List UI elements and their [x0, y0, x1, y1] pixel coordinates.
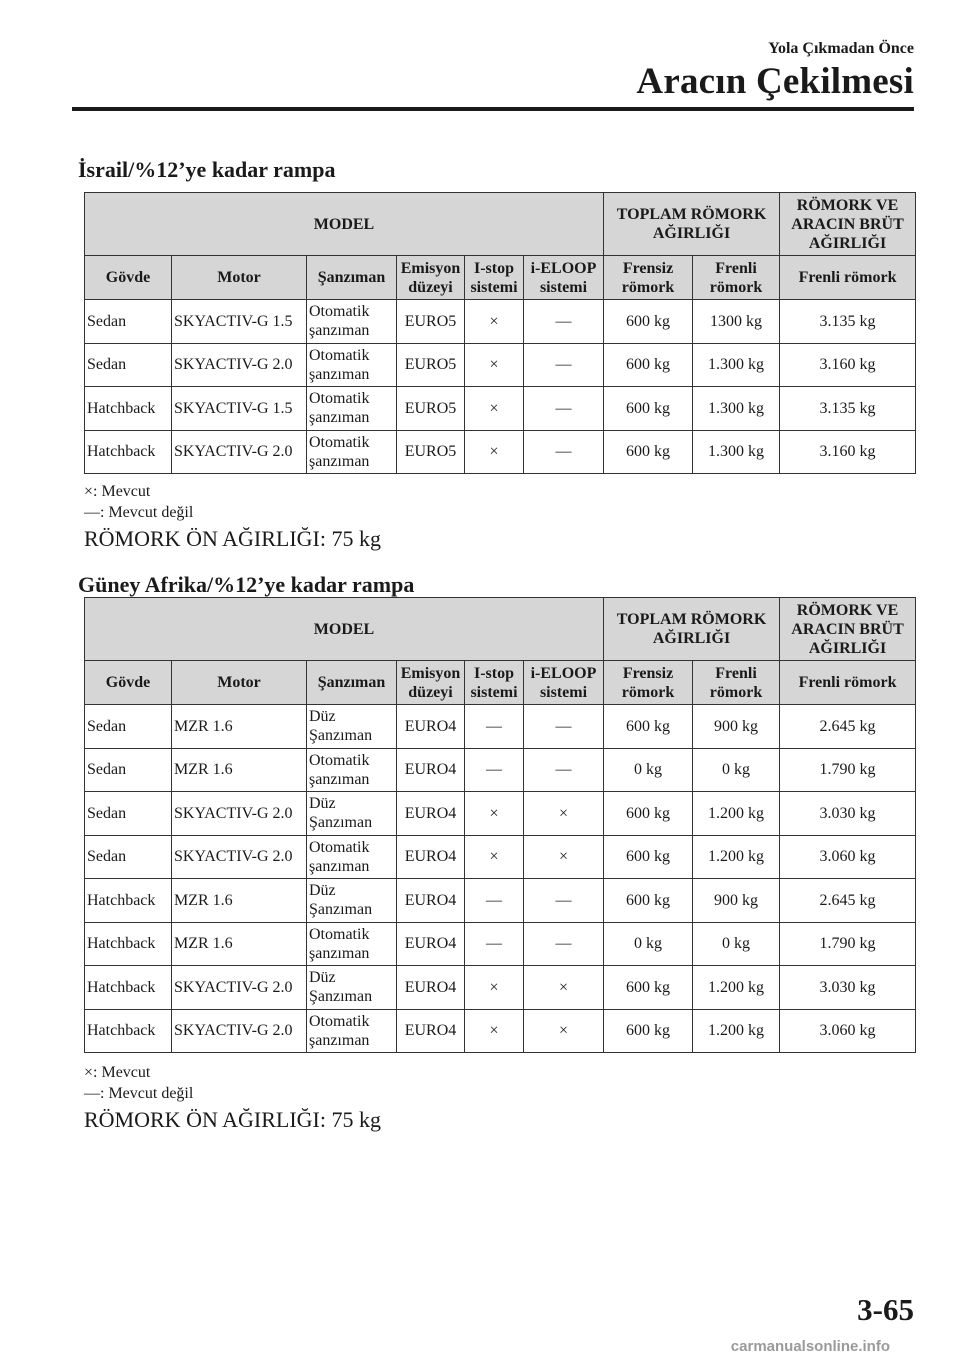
cell-body: Hatchback: [85, 879, 172, 923]
cell-braked-gross: 3.135 kg: [780, 300, 916, 344]
col-transmission: Şanzıman: [307, 256, 397, 300]
cell-ieloop: —: [524, 343, 604, 387]
cell-braked-gross: 3.030 kg: [780, 792, 916, 836]
cell-transmission: Otomatik şanzıman: [307, 748, 397, 792]
col-braked: Frenli römork: [693, 661, 780, 705]
cell-braked: 0 kg: [693, 748, 780, 792]
cell-emission: EURO4: [397, 748, 465, 792]
cell-ieloop: —: [524, 300, 604, 344]
cell-body: Sedan: [85, 835, 172, 879]
legend-available: ×: Mevcut: [84, 483, 151, 500]
cell-ieloop: ×: [524, 966, 604, 1010]
cell-istop: ×: [465, 430, 524, 474]
cell-unbraked: 0 kg: [604, 748, 693, 792]
header-gross-combined-weight: RÖMORK VE ARACIN BRÜT AĞIRLIĞI: [780, 193, 916, 256]
cell-emission: EURO4: [397, 792, 465, 836]
legend-not-available: —: Mevcut değil: [84, 504, 194, 521]
col-emission: Emisyon düzeyi: [397, 661, 465, 705]
cell-istop: ×: [465, 835, 524, 879]
cell-braked-gross: 3.135 kg: [780, 387, 916, 431]
cell-emission: EURO4: [397, 966, 465, 1010]
cell-braked-gross: 2.645 kg: [780, 705, 916, 749]
cell-emission: EURO4: [397, 1009, 465, 1053]
nose-weight-south-africa: RÖMORK ÖN AĞIRLIĞI: 75 kg: [84, 1107, 381, 1132]
table-row: [85, 1009, 916, 1053]
cell-transmission: Otomatik şanzıman: [307, 1009, 397, 1053]
cell-ieloop: —: [524, 879, 604, 923]
cell-istop: ×: [465, 387, 524, 431]
cell-istop: ×: [465, 966, 524, 1010]
cell-transmission: Otomatik şanzıman: [307, 430, 397, 474]
cell-emission: EURO4: [397, 835, 465, 879]
header-model: MODEL: [85, 598, 604, 661]
cell-braked: 1.300 kg: [693, 387, 780, 431]
cell-braked-gross: 1.790 kg: [780, 748, 916, 792]
col-istop: I-stop sistemi: [465, 661, 524, 705]
col-braked-gross: Frenli römork: [780, 661, 916, 705]
cell-istop: —: [465, 705, 524, 749]
header-gross-combined-weight: RÖMORK VE ARACIN BRÜT AĞIRLIĞI: [780, 598, 916, 661]
cell-istop: —: [465, 922, 524, 966]
header-model: MODEL: [85, 193, 604, 256]
table-row: [85, 343, 916, 387]
table-row: [85, 748, 916, 792]
cell-unbraked: 600 kg: [604, 343, 693, 387]
cell-transmission: Düz Şanzıman: [307, 792, 397, 836]
cell-braked-gross: 3.030 kg: [780, 966, 916, 1010]
legend-available: ×: Mevcut: [84, 1064, 151, 1081]
section-title-israel: İsrail/%12’ye kadar rampa: [78, 157, 336, 182]
cell-body: Sedan: [85, 705, 172, 749]
legend-south-africa: [84, 1062, 381, 1134]
table-row: [85, 387, 916, 431]
header-rule: [72, 107, 914, 111]
cell-braked: 900 kg: [693, 879, 780, 923]
table-row: [85, 430, 916, 474]
cell-braked-gross: 3.060 kg: [780, 1009, 916, 1053]
col-braked-gross: Frenli römork: [780, 256, 916, 300]
table-row: [85, 300, 916, 344]
cell-istop: ×: [465, 792, 524, 836]
cell-emission: EURO4: [397, 705, 465, 749]
col-emission: Emisyon düzeyi: [397, 256, 465, 300]
table-row: [85, 835, 916, 879]
cell-unbraked: 600 kg: [604, 300, 693, 344]
cell-emission: EURO5: [397, 343, 465, 387]
cell-ieloop: —: [524, 430, 604, 474]
cell-braked: 1.300 kg: [693, 343, 780, 387]
cell-braked-gross: 1.790 kg: [780, 922, 916, 966]
cell-body: Sedan: [85, 748, 172, 792]
col-unbraked: Frensiz römork: [604, 661, 693, 705]
cell-braked: 1.300 kg: [693, 430, 780, 474]
cell-transmission: Otomatik şanzıman: [307, 922, 397, 966]
spec-table-israel: [84, 192, 916, 474]
cell-engine: SKYACTIV-G 2.0: [172, 343, 307, 387]
cell-body: Sedan: [85, 792, 172, 836]
cell-braked: 900 kg: [693, 705, 780, 749]
cell-engine: SKYACTIV-G 1.5: [172, 300, 307, 344]
cell-transmission: Otomatik şanzıman: [307, 835, 397, 879]
cell-engine: SKYACTIV-G 1.5: [172, 387, 307, 431]
cell-emission: EURO5: [397, 300, 465, 344]
cell-engine: SKYACTIV-G 2.0: [172, 835, 307, 879]
cell-ieloop: ×: [524, 792, 604, 836]
header-total-trailer-weight: TOPLAM RÖMORK AĞIRLIĞI: [604, 598, 780, 661]
cell-transmission: Düz Şanzıman: [307, 879, 397, 923]
cell-braked-gross: 3.160 kg: [780, 430, 916, 474]
cell-body: Hatchback: [85, 966, 172, 1010]
cell-emission: EURO5: [397, 430, 465, 474]
cell-ieloop: —: [524, 748, 604, 792]
col-ieloop: i-ELOOP sistemi: [524, 661, 604, 705]
table-row: [85, 879, 916, 923]
table-row: [85, 792, 916, 836]
cell-braked: 1.200 kg: [693, 1009, 780, 1053]
col-engine: Motor: [172, 661, 307, 705]
cell-braked-gross: 3.160 kg: [780, 343, 916, 387]
table-row: [85, 922, 916, 966]
cell-transmission: Düz Şanzıman: [307, 705, 397, 749]
cell-engine: SKYACTIV-G 2.0: [172, 792, 307, 836]
cell-braked: 1.200 kg: [693, 966, 780, 1010]
page-number: 3-65: [857, 1292, 914, 1327]
legend-not-available: —: Mevcut değil: [84, 1085, 194, 1102]
col-body: Gövde: [85, 661, 172, 705]
cell-braked: 1300 kg: [693, 300, 780, 344]
cell-braked-gross: 2.645 kg: [780, 879, 916, 923]
col-engine: Motor: [172, 256, 307, 300]
page-header-title: Aracın Çekilmesi: [636, 61, 914, 102]
cell-unbraked: 600 kg: [604, 1009, 693, 1053]
table-row: [85, 705, 916, 749]
cell-ieloop: ×: [524, 835, 604, 879]
col-braked: Frenli römork: [693, 256, 780, 300]
cell-ieloop: —: [524, 705, 604, 749]
cell-braked: 1.200 kg: [693, 835, 780, 879]
cell-ieloop: ×: [524, 1009, 604, 1053]
cell-braked: 1.200 kg: [693, 792, 780, 836]
cell-unbraked: 0 kg: [604, 922, 693, 966]
col-istop: I-stop sistemi: [465, 256, 524, 300]
cell-unbraked: 600 kg: [604, 792, 693, 836]
cell-ieloop: —: [524, 387, 604, 431]
cell-transmission: Otomatik şanzıman: [307, 300, 397, 344]
cell-unbraked: 600 kg: [604, 879, 693, 923]
cell-unbraked: 600 kg: [604, 430, 693, 474]
spec-table-south-africa: [84, 597, 916, 1053]
footer-watermark: carmanualsonline.info: [730, 1338, 890, 1355]
cell-body: Hatchback: [85, 430, 172, 474]
cell-istop: ×: [465, 1009, 524, 1053]
cell-engine: SKYACTIV-G 2.0: [172, 430, 307, 474]
cell-unbraked: 600 kg: [604, 835, 693, 879]
nose-weight-israel: RÖMORK ÖN AĞIRLIĞI: 75 kg: [84, 526, 381, 551]
legend-israel: [84, 481, 381, 553]
cell-istop: —: [465, 879, 524, 923]
cell-braked-gross: 3.060 kg: [780, 835, 916, 879]
cell-engine: SKYACTIV-G 2.0: [172, 1009, 307, 1053]
cell-emission: EURO4: [397, 879, 465, 923]
cell-engine: MZR 1.6: [172, 748, 307, 792]
cell-engine: MZR 1.6: [172, 705, 307, 749]
cell-body: Hatchback: [85, 922, 172, 966]
col-unbraked: Frensiz römork: [604, 256, 693, 300]
cell-emission: EURO5: [397, 387, 465, 431]
cell-unbraked: 600 kg: [604, 966, 693, 1010]
cell-transmission: Otomatik şanzıman: [307, 343, 397, 387]
col-body: Gövde: [85, 256, 172, 300]
cell-ieloop: —: [524, 922, 604, 966]
col-ieloop: i-ELOOP sistemi: [524, 256, 604, 300]
cell-body: Hatchback: [85, 1009, 172, 1053]
cell-braked: 0 kg: [693, 922, 780, 966]
cell-istop: ×: [465, 300, 524, 344]
cell-body: Sedan: [85, 300, 172, 344]
col-transmission: Şanzıman: [307, 661, 397, 705]
header-total-trailer-weight: TOPLAM RÖMORK AĞIRLIĞI: [604, 193, 780, 256]
section-title-south-africa: Güney Afrika/%12’ye kadar rampa: [78, 572, 415, 597]
cell-istop: —: [465, 748, 524, 792]
cell-transmission: Otomatik şanzıman: [307, 387, 397, 431]
cell-body: Sedan: [85, 343, 172, 387]
table-row: [85, 966, 916, 1010]
cell-istop: ×: [465, 343, 524, 387]
cell-body: Hatchback: [85, 387, 172, 431]
cell-unbraked: 600 kg: [604, 705, 693, 749]
cell-transmission: Düz Şanzıman: [307, 966, 397, 1010]
cell-unbraked: 600 kg: [604, 387, 693, 431]
cell-engine: MZR 1.6: [172, 879, 307, 923]
cell-engine: SKYACTIV-G 2.0: [172, 966, 307, 1010]
page-header-subtitle: Yola Çıkmadan Önce: [768, 40, 914, 57]
cell-emission: EURO4: [397, 922, 465, 966]
cell-engine: MZR 1.6: [172, 922, 307, 966]
